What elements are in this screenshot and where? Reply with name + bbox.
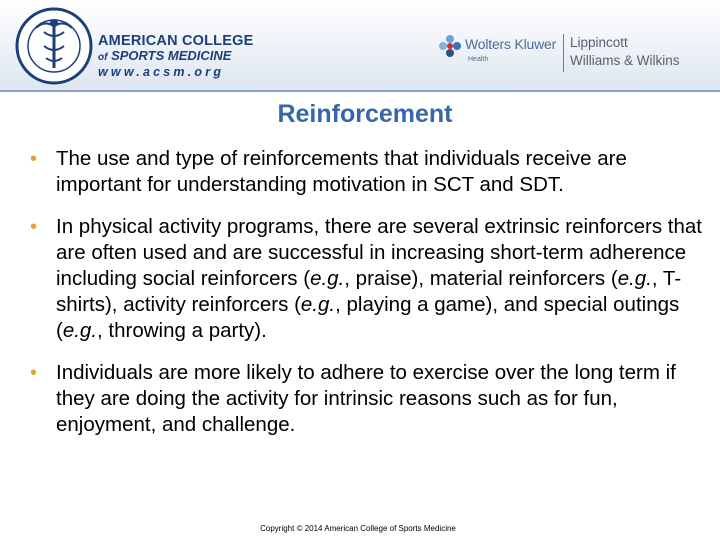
bullet-text: In physical activity programs, there are several extrinsic reinforcers that are often used and are successful in increasing short-term adherence including social reinforcers (: [56, 215, 703, 290]
bullet-list: [30, 146, 702, 454]
bullet-text: Individuals are more likely to adhere to exercise over the long term if they are doing the activity for intrinsic reasons such as for fun, enjoyment, and challenge.: [56, 361, 676, 436]
publisher-divider: [563, 34, 564, 72]
bullet-item: [30, 146, 702, 198]
bullet-text: , praise), material reinforcers (: [344, 267, 618, 290]
bullet-text: , T-shirts), activity reinforcers (: [56, 267, 682, 316]
bullet-marker-icon: •: [30, 148, 38, 170]
acsm-url: www.acsm.org: [98, 65, 225, 79]
slide-header: [0, 0, 720, 92]
slide-title: Reinforcement: [277, 100, 453, 128]
copyright-notice: Copyright © 2014 American College of Sports Medicine: [260, 524, 456, 533]
acsm-seal-logo: [14, 6, 94, 86]
bullet-text: , throwing a party).: [97, 319, 267, 342]
acsm-line2: of SPORTS MEDICINE: [98, 48, 232, 63]
publisher-sub: Health: [468, 56, 489, 63]
bullet-text: The use and type of reinforcements that individuals receive are important for understanding motivation in SCT and SDT.: [56, 147, 627, 196]
wolters-kluwer-logo-icon: [438, 34, 462, 58]
header-divider: [0, 90, 720, 92]
bullet-item: [30, 360, 702, 438]
bullet-text: e.g.: [62, 319, 98, 342]
bullet-marker-icon: •: [30, 216, 38, 238]
bullet-text: e.g.: [300, 293, 336, 316]
bullet-item: [30, 214, 702, 344]
publisher-name: Wolters Kluwer: [465, 36, 557, 52]
bullet-text: e.g.: [617, 267, 652, 290]
bullet-text: e.g.: [310, 267, 345, 290]
acsm-wordmark: [98, 34, 253, 79]
acsm-line1: AMERICAN COLLEGE: [98, 33, 254, 49]
bullet-text: , playing a game), and special outings (: [56, 293, 680, 342]
bullet-marker-icon: •: [30, 362, 38, 384]
imprint-name: Lippincott Williams & Wilkins: [570, 35, 680, 68]
